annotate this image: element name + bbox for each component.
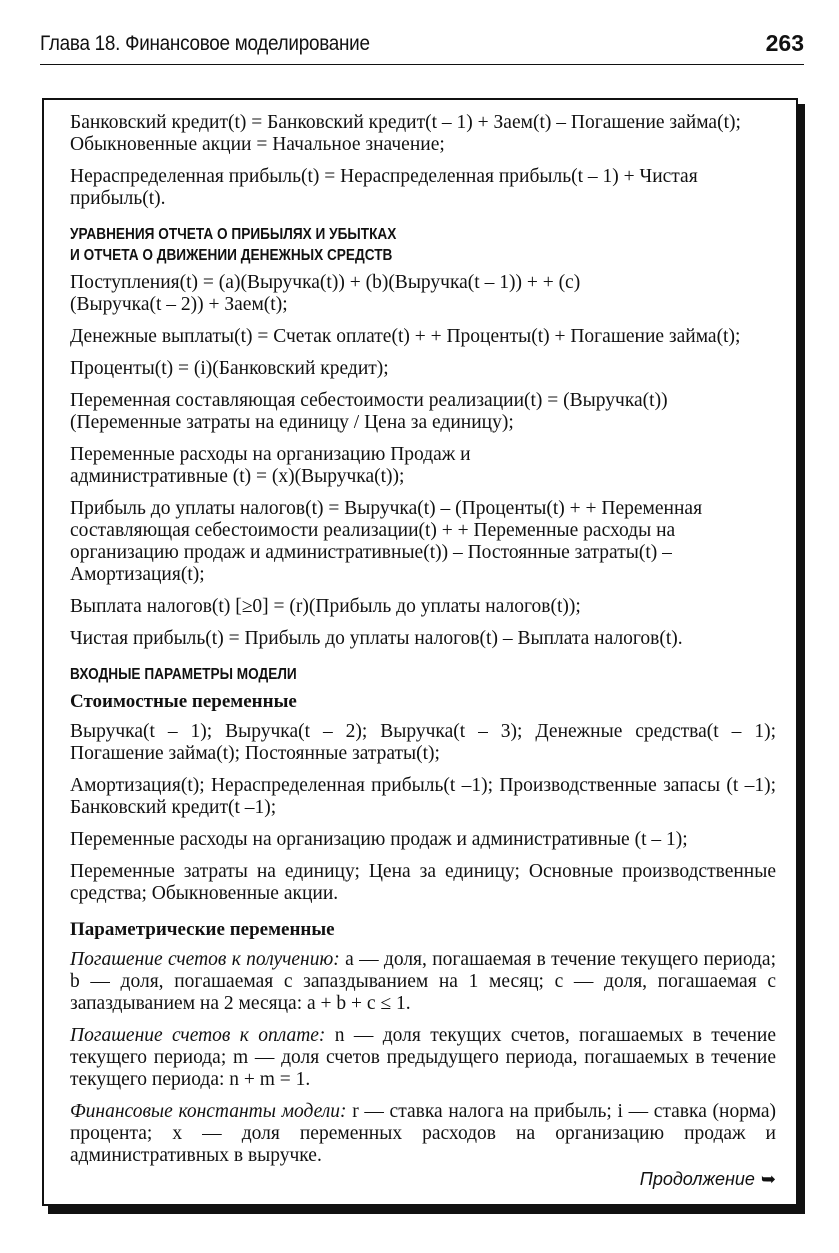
equation-variable-expenses: Переменные расходы на организацию Продаж и административные (t) = (x)(Выручка(t)); [70,444,471,487]
param-term: Погашение счетов к оплате: [70,1025,326,1046]
param-text: n — доля текущих счетов, погашаемых в течение текущего периода; m — доля счетов предыдущего периода, погашаемых в течение текущего периода: n + m = 1. [70,1025,776,1090]
equation-payments: Денежные выплаты(t) = Счетак оплате(t) + + Проценты(t) + Погашение займа(t); [70,326,741,347]
param-text: a — доля, погашаемая в течение текущего периода; b — доля, погашаемая с запаздыванием на 1 месяц; c — доля, погашаемая с запаздыванием на 2 месяца: a + b + c ≤ 1. [70,949,777,1014]
subsection-title-cost: Стоимостные переменные [70,691,297,712]
section-title-equations [70,224,691,266]
param-payables [70,1025,776,1091]
continued-label: Продолжение [639,1169,755,1189]
subsection-title-parametric: Параметрические переменные [70,919,335,940]
section-title-line: И ОТЧЕТА О ДВИЖЕНИИ ДЕНЕЖНЫХ СРЕДСТВ [70,247,393,264]
param-receivables [70,949,776,1015]
equation-variable-cost: Переменная составляющая себестоимости реализации(t) = (Выручка(t))(Переменные затраты на единицу / Цена за единицу); [70,390,668,433]
equation-receipts: Поступления(t) = (a)(Выручка(t)) + (b)(Выручка(t – 1)) + + (c)(Выручка(t – 2)) + Заем(t); [70,272,581,315]
listing-box [42,98,798,1206]
equation-retained-earnings: Нераспределенная прибыль(t) = Нераспределенная прибыль(t – 1) + Чистая прибыль(t). [70,166,698,209]
param-term: Погашение счетов к получению: [70,949,340,970]
box-content [70,112,776,1177]
cost-variables-4: Переменные затраты на единицу; Цена за единицу; Основные производственные средства; Обыкновенные акции. [70,861,776,904]
section-title-line: УРАВНЕНИЯ ОТЧЕТА О ПРИБЫЛЯХ И УБЫТКАХ [70,226,397,243]
section-title-inputs: ВХОДНЫЕ ПАРАМЕТРЫ МОДЕЛИ [70,666,297,683]
continued-note [640,1169,776,1190]
equation-pretax-profit: Прибыль до уплаты налогов(t) = Выручка(t) – (Проценты(t) + + Переменная составляющая себестоимости реализации(t) + + Переменные расходы на организацию продаж и административные(t)) – Постоянные затраты(t) – Амортизация(t); [70,498,703,585]
chapter-title: Глава 18. Финансовое моделирование [40,32,370,55]
cost-variables-2: Амортизация(t); Нераспределенная прибыль(t –1); Производственные запасы (t –1); Банковский кредит(t –1); [70,775,776,818]
equation-tax: Выплата налогов(t) [≥0] = (r)(Прибыль до уплаты налогов(t)); [70,596,581,617]
page-number: 263 [765,30,804,56]
equation-interest: Проценты(t) = (i)(Банковский кредит); [70,358,389,379]
param-term: Финансовые константы модели: [70,1101,347,1122]
cost-variables-3: Переменные расходы на организацию продаж и административные (t – 1); [70,829,688,850]
cost-variables-1: Выручка(t – 1); Выручка(t – 2); Выручка(t – 3); Денежные средства(t – 1); Погашение займа(t); Постоянные затраты(t); [70,721,776,764]
box-shadow-right [798,104,805,1214]
equation-net-profit: Чистая прибыль(t) = Прибыль до уплаты налогов(t) – Выплата налогов(t). [70,628,683,649]
param-constants [70,1101,776,1167]
equation-bank-credit: Банковский кредит(t) = Банковский кредит(t – 1) + Заем(t) – Погашение займа(t); Обыкновенные акции = Начальное значение; [70,112,741,155]
box-shadow-bottom [48,1206,805,1214]
running-header [40,28,804,65]
param-text: r — ставка налога на прибыль; i — ставка (норма) процента; x — доля переменных расходов на организацию продаж и административных в выручке. [70,1101,776,1166]
arrow-right-icon: ➥ [760,1169,776,1189]
